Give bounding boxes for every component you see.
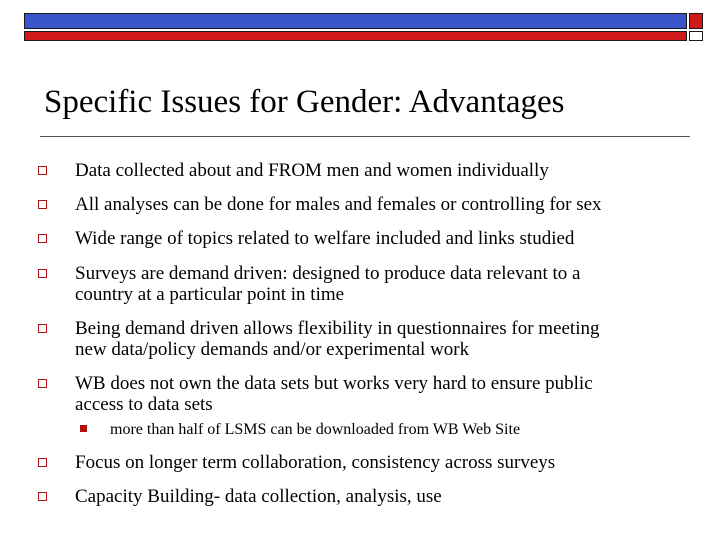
bullet-text: Data collected about and FROM men and women individually — [75, 160, 549, 181]
slide-title: Specific Issues for Gender: Advantages — [44, 84, 565, 120]
hollow-square-bullet-icon — [38, 234, 47, 243]
hollow-square-bullet-icon — [38, 166, 47, 175]
bullet-text-line: Surveys are demand driven: designed to produce data relevant to a — [75, 263, 581, 284]
bullet-text-line: new data/policy demands and/or experimental work — [75, 339, 470, 360]
header-corner-red-square — [689, 13, 703, 29]
header-blue-bar — [24, 13, 687, 29]
hollow-square-bullet-icon — [38, 458, 47, 467]
header-red-bar — [24, 31, 687, 41]
bullet-text-line: country at a particular point in time — [75, 284, 345, 305]
bullet-text: All analyses can be done for males and females or controlling for sex — [75, 194, 602, 215]
bullet-text — [75, 263, 685, 305]
bullet-text-line: Being demand driven allows flexibility in questionnaires for meeting — [75, 318, 600, 339]
sub-bullet-text: more than half of LSMS can be downloaded from WB Web Site — [110, 421, 521, 438]
bullet-text-line: WB does not own the data sets but works very hard to ensure public — [75, 373, 593, 394]
filled-square-bullet-icon — [80, 425, 87, 432]
bullet-text: Focus on longer term collaboration, consistency across surveys — [75, 452, 556, 473]
header-corner-white-square — [689, 31, 703, 41]
hollow-square-bullet-icon — [38, 492, 47, 501]
hollow-square-bullet-icon — [38, 269, 47, 278]
bullet-text: Capacity Building- data collection, analysis, use — [75, 486, 442, 507]
bullet-text — [75, 373, 685, 415]
hollow-square-bullet-icon — [38, 324, 47, 333]
bullet-text — [75, 318, 685, 360]
hollow-square-bullet-icon — [38, 379, 47, 388]
bullet-text-line: access to data sets — [75, 394, 213, 415]
hollow-square-bullet-icon — [38, 200, 47, 209]
bullet-text: Wide range of topics related to welfare included and links studied — [75, 228, 575, 249]
title-underline-divider — [40, 136, 690, 137]
